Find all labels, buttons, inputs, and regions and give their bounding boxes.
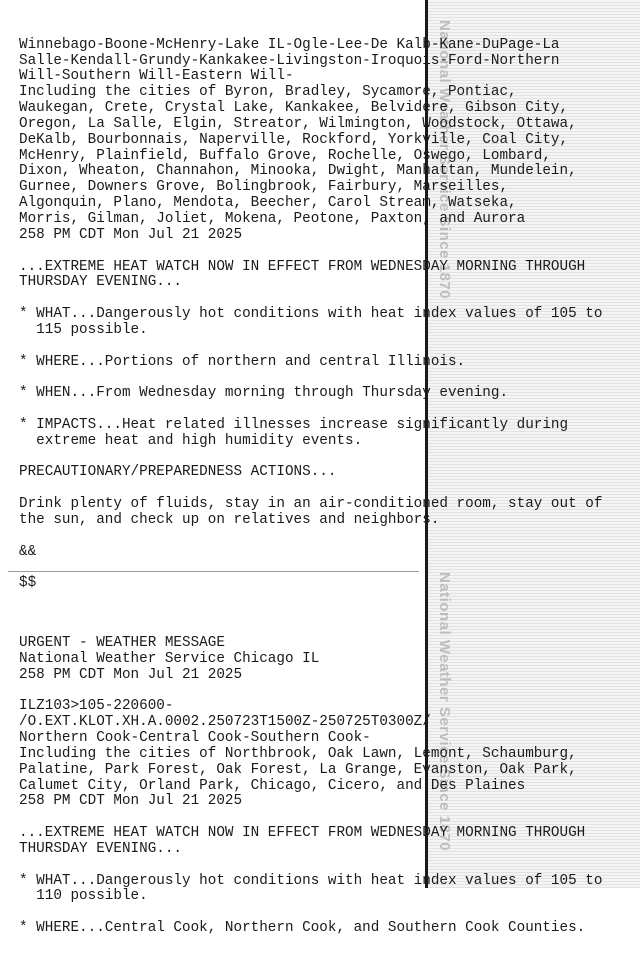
text-line: Will-Southern Will-Eastern Will- [19,68,294,85]
text-line: Waukegan, Crete, Crystal Lake, Kankakee, Belvidere, Gibson City, [19,100,569,117]
text-line [19,683,640,699]
text-line [19,370,640,386]
text-line: Calumet City, Orland Park, Chicago, Cicero, and Des Plaines [19,777,526,794]
text-line: Including the cities of Northbrook, Oak Lawn, Lemont, Schaumburg, [19,745,577,762]
text-line: Morris, Gilman, Joliet, Mokena, Peotone, Paxton, and Aurora [19,210,526,227]
text-line [19,450,640,466]
text-line [19,244,640,260]
text-line: THURSDAY EVENING... [19,274,183,291]
text-line: 258 PM CDT Mon Jul 21 2025 [19,226,243,243]
text-line: ILZ103>105-220600- [19,698,174,715]
text-line: 258 PM CDT Mon Jul 21 2025 [19,666,243,683]
text-line [19,529,640,545]
text-line: Oregon, La Salle, Elgin, Streator, Wilmington, Woodstock, Ottawa, [19,115,577,132]
text-line: Including the cities of Byron, Bradley, Sycamore, Pontiac, [19,84,517,101]
text-line: Winnebago-Boone-McHenry-Lake IL-Ogle-Lee-De Kalb-Kane-DuPage-La [19,36,560,53]
text-line: McHenry, Plainfield, Buffalo Grove, Rochelle, Oswego, Lombard, [19,147,551,164]
text-line: ...EXTREME HEAT WATCH NOW IN EFFECT FROM WEDNESDAY MORNING THROUGH [19,258,586,275]
text-line: THURSDAY EVENING... [19,840,183,857]
bulletin-text [19,6,640,953]
text-line: Dixon, Wheaton, Channahon, Minooka, Dwight, Manhattan, Mundelein, [19,163,577,180]
text-line: the sun, and check up on relatives and neighbors. [19,512,440,528]
watermark-text: National Weather Service Since 1870 [436,572,453,852]
text-line: * WHAT...Dangerously hot conditions with heat index values of 105 to [19,872,603,889]
text-line: DeKalb, Bourbonnais, Naperville, Rockford, Yorkville, Coal City, [19,131,569,148]
product-1-block [19,38,640,593]
text-line [19,402,640,418]
text-line: 115 possible. [19,321,148,338]
text-line: PRECAUTIONARY/PREPAREDNESS ACTIONS... [19,464,337,481]
product-2-block [19,636,640,937]
text-line: URGENT - WEATHER MESSAGE [19,634,225,651]
text-line: Gurnee, Downers Grove, Bolingbrook, Fairbury, Marseilles, [19,179,509,196]
product-divider [8,571,419,572]
text-line: National Weather Service Chicago IL [19,650,320,667]
text-line: Salle-Kendall-Grundy-Kankakee-Livingston-Iroquois-Ford-Northern [19,52,560,69]
text-line [19,810,640,826]
text-line: * WHERE...Central Cook, Northern Cook, and Southern Cook Counties. [19,920,586,937]
watermark-text: National Weather Service Since 1870 [436,20,453,300]
text-line: /O.EXT.KLOT.XH.A.0002.250723T1500Z-250725T0300Z/ [19,714,431,731]
text-line: $$ [19,575,37,592]
text-line [19,291,640,307]
text-line: && [19,543,37,560]
text-line: * WHAT...Dangerously hot conditions with heat index values of 105 to [19,306,603,323]
text-line: Algonquin, Plano, Mendota, Beecher, Carol Stream, Watseka, [19,195,517,212]
text-line: * IMPACTS...Heat related illnesses increase significantly during [19,416,569,433]
text-line: ...EXTREME HEAT WATCH NOW IN EFFECT FROM WEDNESDAY MORNING THROUGH [19,825,586,842]
text-line [19,905,640,921]
text-line [19,561,640,577]
text-line [19,339,640,355]
text-line: Palatine, Park Forest, Oak Forest, La Grange, Evanston, Oak Park, [19,761,577,778]
text-line: extreme heat and high humidity events. [19,432,363,449]
text-line: 258 PM CDT Mon Jul 21 2025 [19,793,243,810]
text-line: * WHERE...Portions of northern and central Illinois. [19,353,466,370]
text-line [19,481,640,497]
text-line: Drink plenty of fluids, stay in an air-conditioned room, stay out of [19,496,603,513]
text-line: 110 possible. [19,888,148,905]
text-line: Northern Cook-Central Cook-Southern Cook- [19,729,371,746]
text-line: * WHEN...From Wednesday morning through Thursday evening. [19,385,509,402]
text-line [19,858,640,874]
